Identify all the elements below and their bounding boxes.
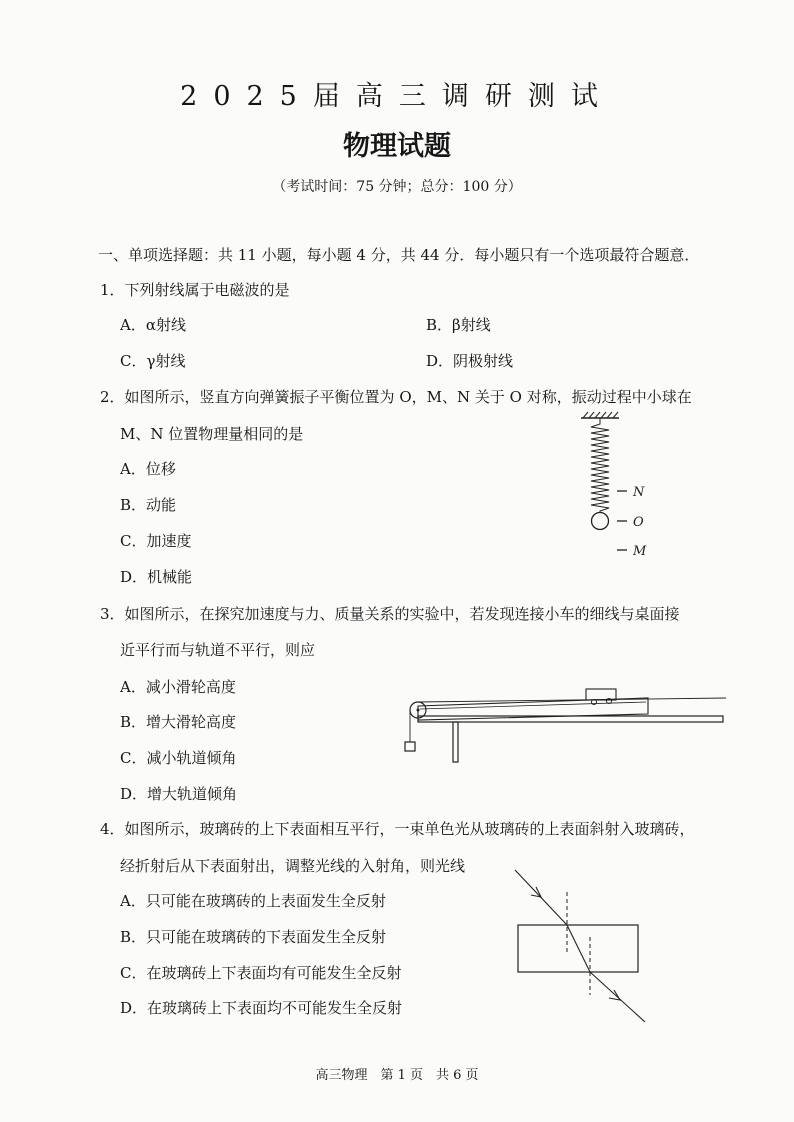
question-3-stem-line-2: 近平行而与轨道不平行，则应 — [120, 641, 316, 659]
question-2-stem-line-1: 2．如图所示，竖直方向弹簧振子平衡位置为 O，M、N 关于 O 对称，振动过程中小球在 — [100, 388, 692, 406]
label-n: N — [633, 485, 645, 500]
question-1-option-b: B．β射线 — [426, 316, 491, 334]
question-3-option-c: C．减小轨道倾角 — [120, 749, 237, 767]
question-4-stem-line-2: 经折射后从下表面射出，调整光线的入射角，则光线 — [120, 857, 466, 875]
question-3-option-a: A．减小滑轮高度 — [120, 678, 236, 696]
question-3-option-d: D．增大轨道倾角 — [120, 785, 238, 803]
question-1-option-a: A．α射线 — [120, 316, 186, 334]
question-2-option-c: C．加速度 — [120, 532, 192, 550]
label-o: O — [633, 515, 644, 530]
question-3-option-b: B．增大滑轮高度 — [120, 713, 237, 731]
question-1-option-d: D．阴极射线 — [426, 352, 514, 370]
question-4-option-b: B．只可能在玻璃砖的下表面发生全反射 — [120, 928, 387, 946]
page-footer: 高三物理 第 1 页 共 6 页 — [315, 1068, 479, 1083]
question-3-stem-line-1: 3．如图所示，在探究加速度与力、质量关系的实验中，若发现连接小车的细线与桌面接 — [100, 605, 680, 623]
cart-track-figure — [398, 684, 728, 764]
question-2-option-a: A．位移 — [120, 460, 176, 478]
question-4-option-d: D．在玻璃砖上下表面均不可能发生全反射 — [120, 999, 403, 1017]
question-2-option-b: B．动能 — [120, 496, 177, 514]
question-2-stem-line-2: M、N 位置物理量相同的是 — [120, 425, 304, 443]
exam-meta: （考试时间：75 分钟；总分：100 分） — [272, 179, 522, 195]
exam-subject-title: 物理试题 — [343, 131, 451, 162]
question-2-option-d: D．机械能 — [120, 568, 193, 586]
label-m: M — [633, 544, 647, 559]
question-1-option-c: C．γ射线 — [120, 352, 186, 370]
glass-block-figure — [510, 862, 660, 1027]
question-4-stem-line-1: 4．如图所示，玻璃砖的上下表面相互平行，一束单色光从玻璃砖的上表面斜射入玻璃砖， — [100, 820, 695, 838]
section-heading: 一、单项选择题：共 11 小题，每小题 4 分，共 44 分．每小题只有一个选项最符合题意． — [98, 246, 700, 264]
question-1-stem: 1．下列射线属于电磁波的是 — [100, 281, 290, 299]
question-4-option-a: A．只可能在玻璃砖的上表面发生全反射 — [120, 892, 386, 910]
spring-oscillator-figure — [575, 410, 685, 565]
exam-title: 2025届高三调研测试 — [180, 81, 614, 112]
question-4-option-c: C．在玻璃砖上下表面均有可能发生全反射 — [120, 964, 402, 982]
